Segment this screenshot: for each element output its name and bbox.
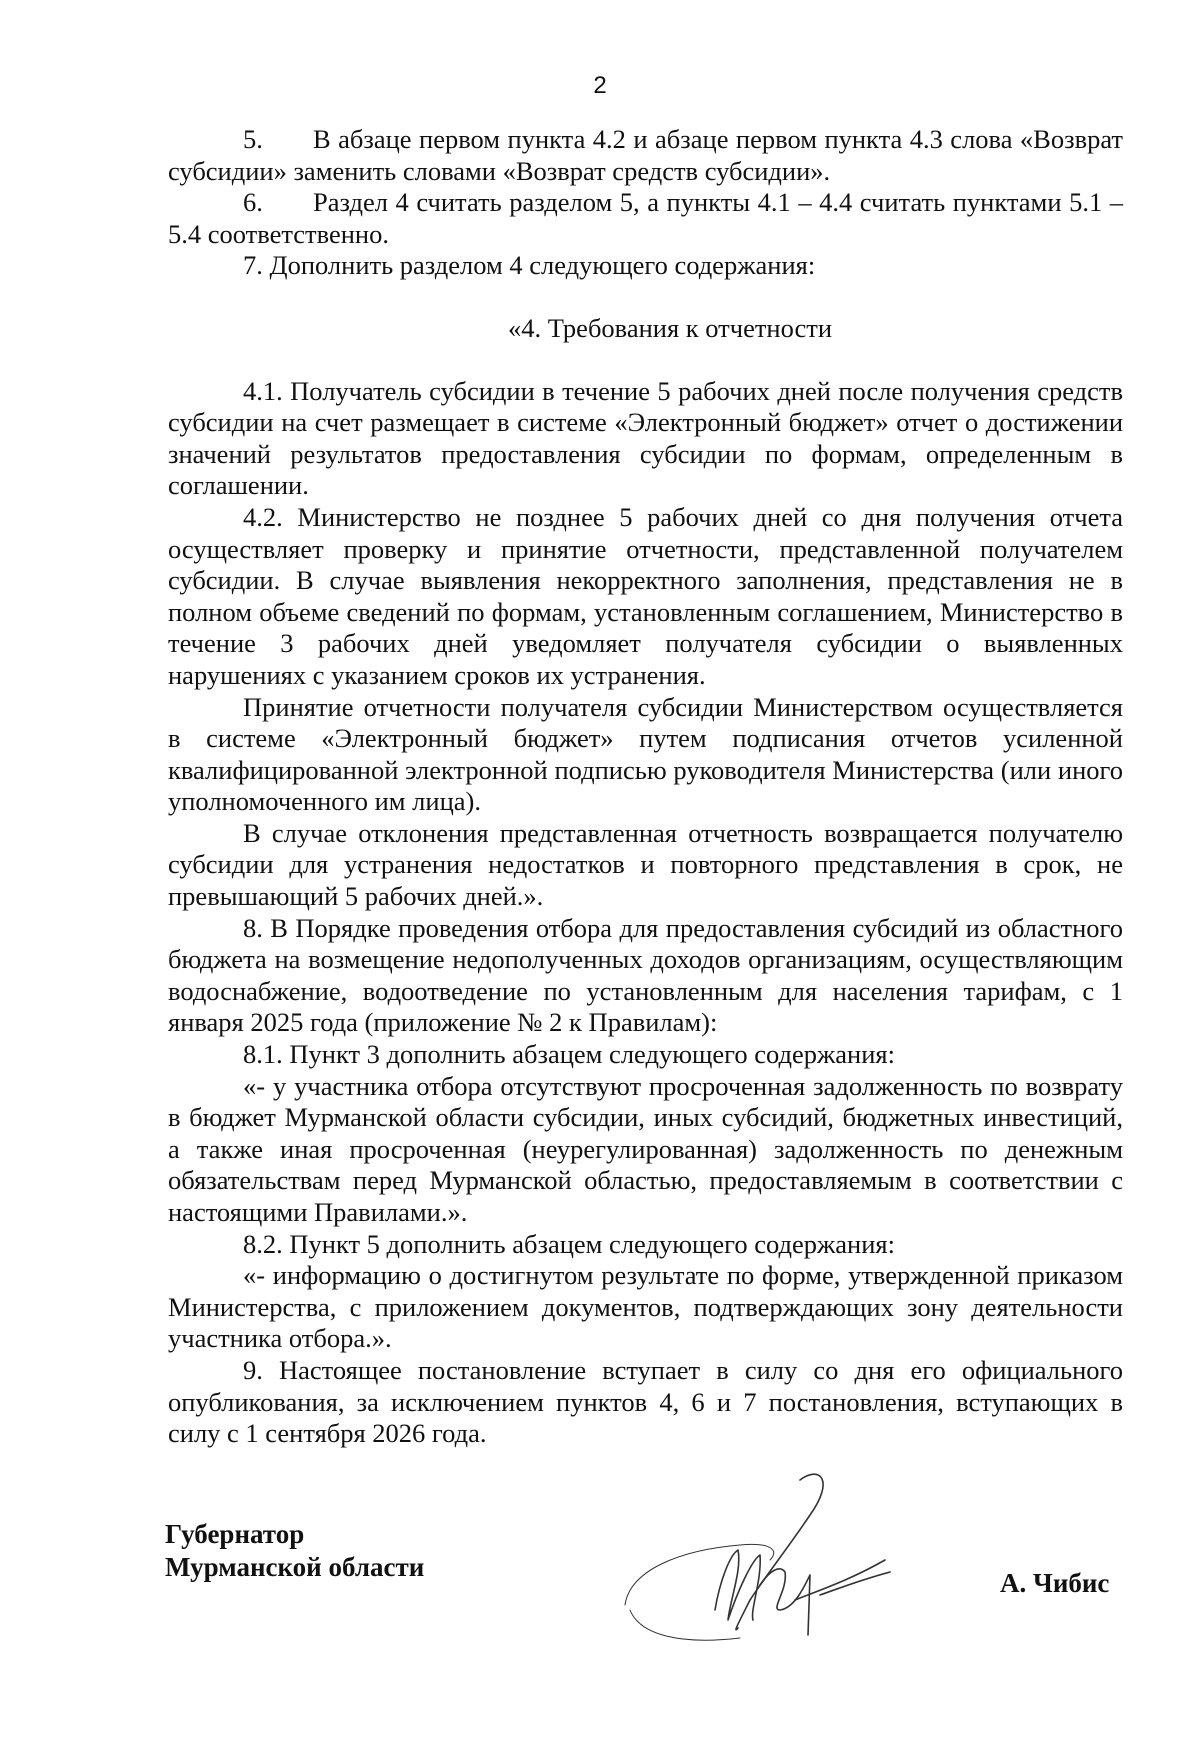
signer-name: А. Чибис: [1000, 1568, 1110, 1598]
signatory-position-line-2: Мурманской области: [165, 1552, 425, 1582]
signatory-position-line-1: Губернатор: [165, 1519, 305, 1549]
paragraph-text: В абзаце первом пункта 4.2 и абзаце первом пункта 4.3 слова «Возврат субсидии» заменить словами «Возврат средств субсидии».: [168, 124, 1123, 186]
paragraph-text: Раздел 4 считать разделом 5, а пункты 4.1 – 4.4 считать пунктами 5.1 – 5.4 соответственно.: [168, 187, 1123, 249]
handwritten-signature: [620, 1460, 950, 1660]
paragraph-number: 6.: [243, 187, 263, 218]
paragraph-4-2: 4.2. Министерство не позднее 5 рабочих дней со дня получения отчета осуществляет проверку и принятие отчетности, представленной получателем субсидии. В случае выявления некорректного заполнения, представления не в полном объеме сведений по формам, установленным соглашением, Министерство в течение 3 рабочих дней уведомляет получателя субсидии о выявленных нарушениях с указанием сроков их устранения.: [168, 501, 1123, 690]
section-title: «4. Требования к отчетности: [508, 312, 833, 343]
paragraph-8-2: 8.2. Пункт 5 дополнить абзацем следующего содержания:: [243, 1228, 895, 1259]
signatory-position: [165, 1518, 424, 1584]
paragraph-acceptance: Принятие отчетности получателя субсидии Министерством осуществляется в системе «Электронный бюджет» путем подписания отчетов усиленной квалифицированной электронной подписью руководителя Министерства (или иного уполномоченного им лица).: [168, 691, 1123, 817]
paragraph-4-1: 4.1. Получатель субсидии в течение 5 рабочих дней после получения средств субсидии на счет размещает в системе «Электронный бюджет» отчет о достижении значений результатов предоставления субсидии по формам, определенным в соглашении.: [168, 375, 1123, 501]
paragraph-9: 9. Настоящее постановление вступает в силу со дня его официального опубликования, за исключением пунктов 4, 6 и 7 постановления, вступающих в силу с 1 сентября 2026 года.: [168, 1354, 1123, 1449]
paragraph-rejection: В случае отклонения представленная отчетность возвращается получателю субсидии для устранения недостатков и повторного представления в срок, не превышающий 5 рабочих дней.».: [168, 817, 1123, 912]
paragraph-8-1: 8.1. Пункт 3 дополнить абзацем следующего содержания:: [243, 1039, 895, 1070]
page-number: 2: [593, 72, 607, 99]
paragraph-6: [168, 187, 1123, 250]
paragraph-number: 5.: [243, 124, 263, 154]
document-body: [168, 124, 1123, 1450]
paragraph-8: 8. В Порядке проведения отбора для предоставления субсидий из областного бюджета на возмещение недополученных доходов организациям, осуществляющим водоснабжение, водоотведение по установленным для населения тарифам, с 1 января 2025 года (приложение № 2 к Правилам):: [168, 912, 1123, 1038]
paragraph-5: [168, 124, 1123, 187]
paragraph-8-1-quote: «- у участника отбора отсутствуют просроченная задолженность по возврату в бюджет Мурманской области субсидии, иных субсидий, бюджетных инвестиций, а также иная просроченная (неурегулированная) задолженность по денежным обязательствам перед Мурманской областью, предоставляемым в соответствии с настоящими Правилами.».: [168, 1070, 1123, 1227]
paragraph-7: 7. Дополнить разделом 4 следующего содержания:: [243, 250, 816, 281]
paragraph-8-2-quote: «- информацию о достигнутом результате по форме, утвержденной приказом Министерства, с приложением документов, подтверждающих зону деятельности участника отбора.».: [168, 1260, 1123, 1354]
